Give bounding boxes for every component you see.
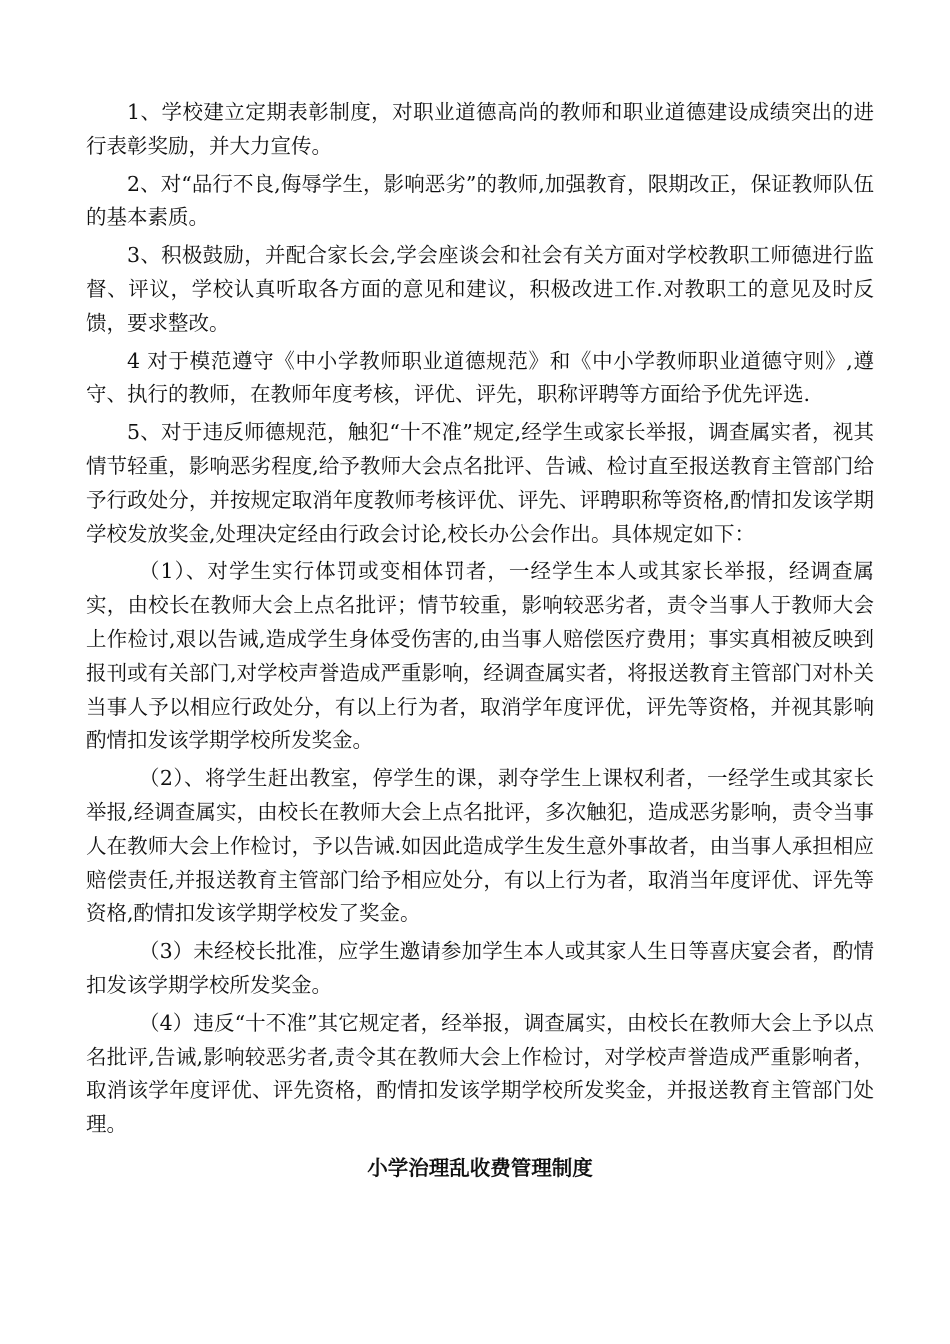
document-page: [86, 96, 874, 1186]
sub-item-4: （4）违反“十不准”其它规定者，经举报，调查属实，由校长在教师大会上予以点名批评,告诫,影响较恶劣者,责令其在教师大会上作检讨，对学校声誉造成严重影响者，取消该学年度评优、评先资格，酌情扣发该学期学校所发奖金，并报送教育主管部门处理。: [86, 1010, 874, 1137]
paragraph-3: 3、积极鼓励，并配合家长会,学会座谈会和社会有关方面对学校教职工师德进行监督、评议，学校认真听取各方面的意见和建议，积极改进工作.对教职工的意见及时反馈，要求整改。: [86, 243, 874, 335]
sub-item-1: （1）、对学生实行体罚或变相体罚者，一经学生本人或其家长举报，经调查属实，由校长在教师大会上点名批评；情节较重，影响较恶劣者，责令当事人于教师大会上作检讨,艰以告诫,造成学生身体受伤害的,由当事人赔偿医疗费用；事实真相被反映到报刊或有关部门,对学校声誉造成严重影响，经调查属实者，将报送教育主管部门对朴关当事人予以相应行政处分，有以上行为者，取消学年度评优，评先等资格，并视其影响酌情扣发该学期学校所发奖金。: [86, 559, 874, 753]
paragraph-2: 2、对“品行不良,侮辱学生，影响恶劣”的教师,加强教育，限期改正，保证教师队伍的基本素质。: [86, 171, 874, 230]
sub-item-2: （2）、将学生赶出教室，停学生的课，剥夺学生上课权利者，一经学生或其家长举报,经调查属实，由校长在教师大会上点名批评，多次触犯，造成恶劣影响，责令当事人在教师大会上作检讨，予以告诫.如因此造成学生发生意外事故者，由当事人承担相应赔偿责任,并报送教育主管部门给予相应处分，有以上行为者，取消当年度评优、评先等资格,酌情扣发该学期学校发了奖金。: [86, 766, 874, 926]
section-title: 小学治理乱收费管理制度: [367, 1155, 593, 1180]
paragraph-1: 1、学校建立定期表彰制度，对职业道德高尚的教师和职业道德建设成绩突出的进行表彰奖励，并大力宣传。: [86, 100, 874, 158]
paragraph-5: 5、对于违反师德规范，触犯“十不准”规定,经学生或家长举报，调查属实者，视其情节轻重，影响恶劣程度,给予教师大会点名批评、告诫、检讨直至报送教育主管部门给予行政处分，并按规定取消年度教师考核评优、评先、评聘职称等资格,酌情扣发该学期学校发放奖金,处理决定经由行政会讨论,校长办公会作出。具体规定如下：: [86, 420, 874, 546]
paragraph-4: 4 对于模范遵守《中小学教师职业道德规范》和《中小学教师职业道德守则》,遵守、执行的教师，在教师年度考核，评优、评先，职称评聘等方面给予优先评选.: [86, 348, 874, 407]
sub-item-3: （3）未经校长批准，应学生邀请参加学生本人或其家人生日等喜庆宴会者，酌情扣发该学期学校所发奖金。: [86, 939, 874, 997]
